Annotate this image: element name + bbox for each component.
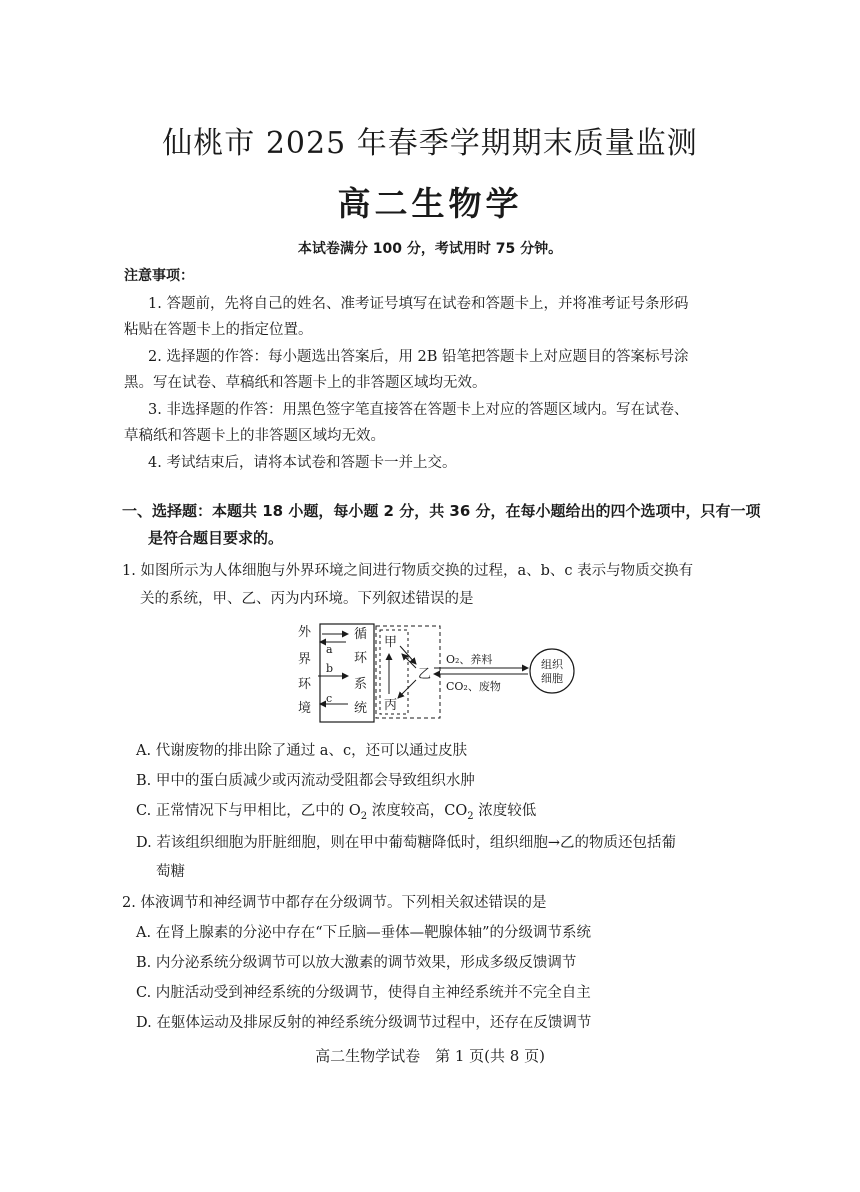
outer-label-3: 环 [298,677,312,692]
circ-label-2: 环 [354,651,368,666]
section-1-heading: 一、选择题：本题共 18 小题，每小题 2 分，共 36 分，在每小题给出的四个选项中，只有一项 [122,502,761,520]
q1-option-d-cont: 萄糖 [156,864,185,880]
exam-info: 本试卷满分 100 分，考试用时 75 分钟。 [297,241,563,257]
notice-item-1: 1. 答题前，先将自己的姓名、准考证号填写在试卷和答题卡上，并将准考证号条形码 [148,296,689,312]
label-bing: 丙 [384,698,398,713]
notice-heading: 注意事项： [124,268,194,284]
label-yi: 乙 [418,667,432,682]
tissue-cell [530,649,574,693]
notice-item-3: 3. 非选择题的作答：用黑色签字笔直接答在答题卡上对应的答题区域内。写在试卷、 [148,402,689,418]
q2-option-a: A. 在肾上腺素的分泌中存在“下丘脑—垂体—靶腺体轴”的分级调节系统 [136,925,592,941]
notice-item-2-cont: 黑。写在试卷、草稿纸和答题卡上的非答题区域均无效。 [124,375,487,391]
circ-label-1: 循 [354,627,368,642]
label-c: c [326,692,333,705]
label-o2: O₂、养料 [446,653,493,666]
subject-title: 高二生物学 [337,184,523,223]
section-1-heading-cont: 是符合题目要求的。 [148,529,284,547]
q2-option-c: C. 内脏活动受到神经系统的分级调节，使得自主神经系统并不完全自主 [136,985,591,1001]
label-co2: CO₂、废物 [446,680,501,693]
circ-label-4: 统 [354,701,368,716]
page-footer: 高二生物学试卷 第 1 页(共 8 页) [315,1047,545,1065]
outer-label-2: 界 [298,652,312,667]
exam-title: 仙桃市 2025 年春季学期期末质量监测 [162,126,698,161]
notice-item-3-cont: 草稿纸和答题卡上的非答题区域均无效。 [124,428,385,444]
question-1-stem-cont: 关的系统，甲、乙、丙为内环境。下列叙述错误的是 [140,591,474,607]
q1-option-b: B. 甲中的蛋白质减少或丙流动受阻都会导致组织水肿 [136,773,475,789]
label-a: a [326,643,333,656]
q1-option-c: C. 正常情况下与甲相比，乙中的 $O_2$ 浓度较高，$CO_2$ 浓度较低 [136,803,537,822]
exchange-diagram [288,616,598,728]
question-2-stem: 2. 体液调节和神经调节中都存在分级调节。下列相关叙述错误的是 [122,895,547,911]
notice-item-2: 2. 选择题的作答：每小题选出答案后，用 2B 铅笔把答题卡上对应题目的答案标号涂 [148,349,689,365]
question-1-stem: 1. 如图所示为人体细胞与外界环境之间进行物质交换的过程，a、b、c 表示与物质交换有 [122,563,694,579]
outer-label-1: 外 [298,625,312,640]
label-b: b [326,662,334,675]
q2-option-d: D. 在躯体运动及排尿反射的神经系统分级调节过程中，还存在反馈调节 [136,1015,592,1031]
cell-label-2: 细胞 [541,672,563,685]
cell-label-1: 组织 [541,658,563,671]
q1-option-a: A. 代谢废物的排出除了通过 a、c，还可以通过皮肤 [136,743,468,759]
notice-item-4: 4. 考试结束后，请将本试卷和答题卡一并上交。 [148,455,457,471]
outer-label-4: 境 [298,701,312,716]
q1-option-d: D. 若该组织细胞为肝脏细胞，则在甲中葡萄糖降低时，组织细胞→乙的物质还包括葡 [136,835,676,851]
label-jia: 甲 [384,635,398,650]
arrow-yi-to-bing [398,680,416,698]
q2-option-b: B. 内分泌系统分级调节可以放大激素的调节效果，形成多级反馈调节 [136,955,577,971]
circ-label-3: 系 [354,677,368,692]
notice-item-1-cont: 粘贴在答题卡上的指定位置。 [124,322,313,338]
